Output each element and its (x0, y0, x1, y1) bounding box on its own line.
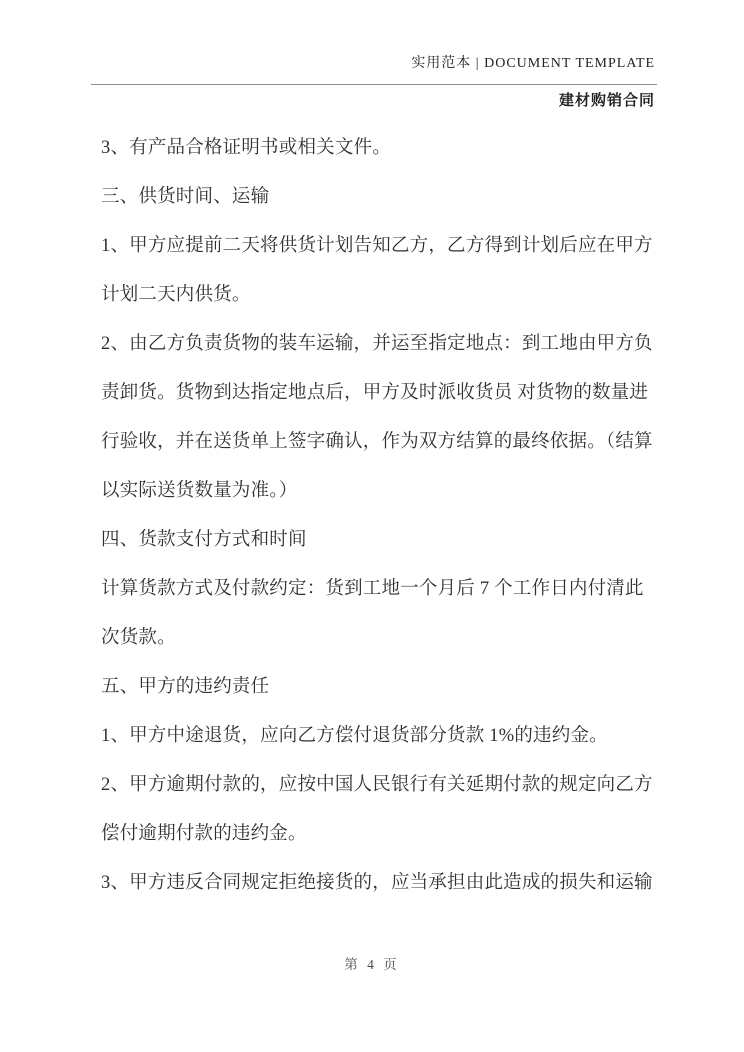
header-brand-text: 实用范本 | DOCUMENT TEMPLATE (411, 56, 655, 71)
body-line: 三、供货时间、运输 (101, 187, 270, 207)
body-line: 以实际送货数量为准。） (101, 481, 298, 501)
body-line: 3、有产品合格证明书或相关文件。 (101, 138, 391, 158)
body-line: 1、甲方应提前二天将供货计划告知乙方，乙方得到计划后应在甲方 (101, 236, 653, 256)
page-number-label: 第 4 页 (344, 957, 400, 972)
body-line: 次货款。 (101, 628, 176, 648)
body-line: 3、甲方违反合同规定拒绝接货的，应当承担由此造成的损失和运输 (101, 873, 653, 893)
body-line: 计划二天内供货。 (101, 285, 251, 305)
body-line: 责卸货。货物到达指定地点后，甲方及时派收货员 对货物的数量进 (101, 383, 649, 403)
body-line: 五、甲方的违约责任 (101, 677, 270, 697)
body-line: 行验收，并在送货单上签字确认，作为双方结算的最终依据。（结算 (101, 432, 653, 452)
body-line: 偿付逾期付款的违约金。 (101, 824, 307, 844)
body-line: 四、货款支付方式和时间 (101, 530, 307, 550)
page-footer (0, 953, 744, 973)
document-body (101, 124, 661, 908)
document-title: 建材购销合同 (558, 93, 655, 109)
body-line: 计算货款方式及付款约定：货到工地一个月后 7 个工作日内付清此 (101, 579, 644, 599)
header-divider (91, 84, 657, 85)
body-line: 2、甲方逾期付款的，应按中国人民银行有关延期付款的规定向乙方 (101, 775, 653, 795)
body-line: 1、甲方中途退货，应向乙方偿付退货部分货款 1%的违约金。 (101, 726, 608, 746)
body-line: 2、由乙方负责货物的装车运输，并运至指定地点：到工地由甲方负 (101, 334, 653, 354)
